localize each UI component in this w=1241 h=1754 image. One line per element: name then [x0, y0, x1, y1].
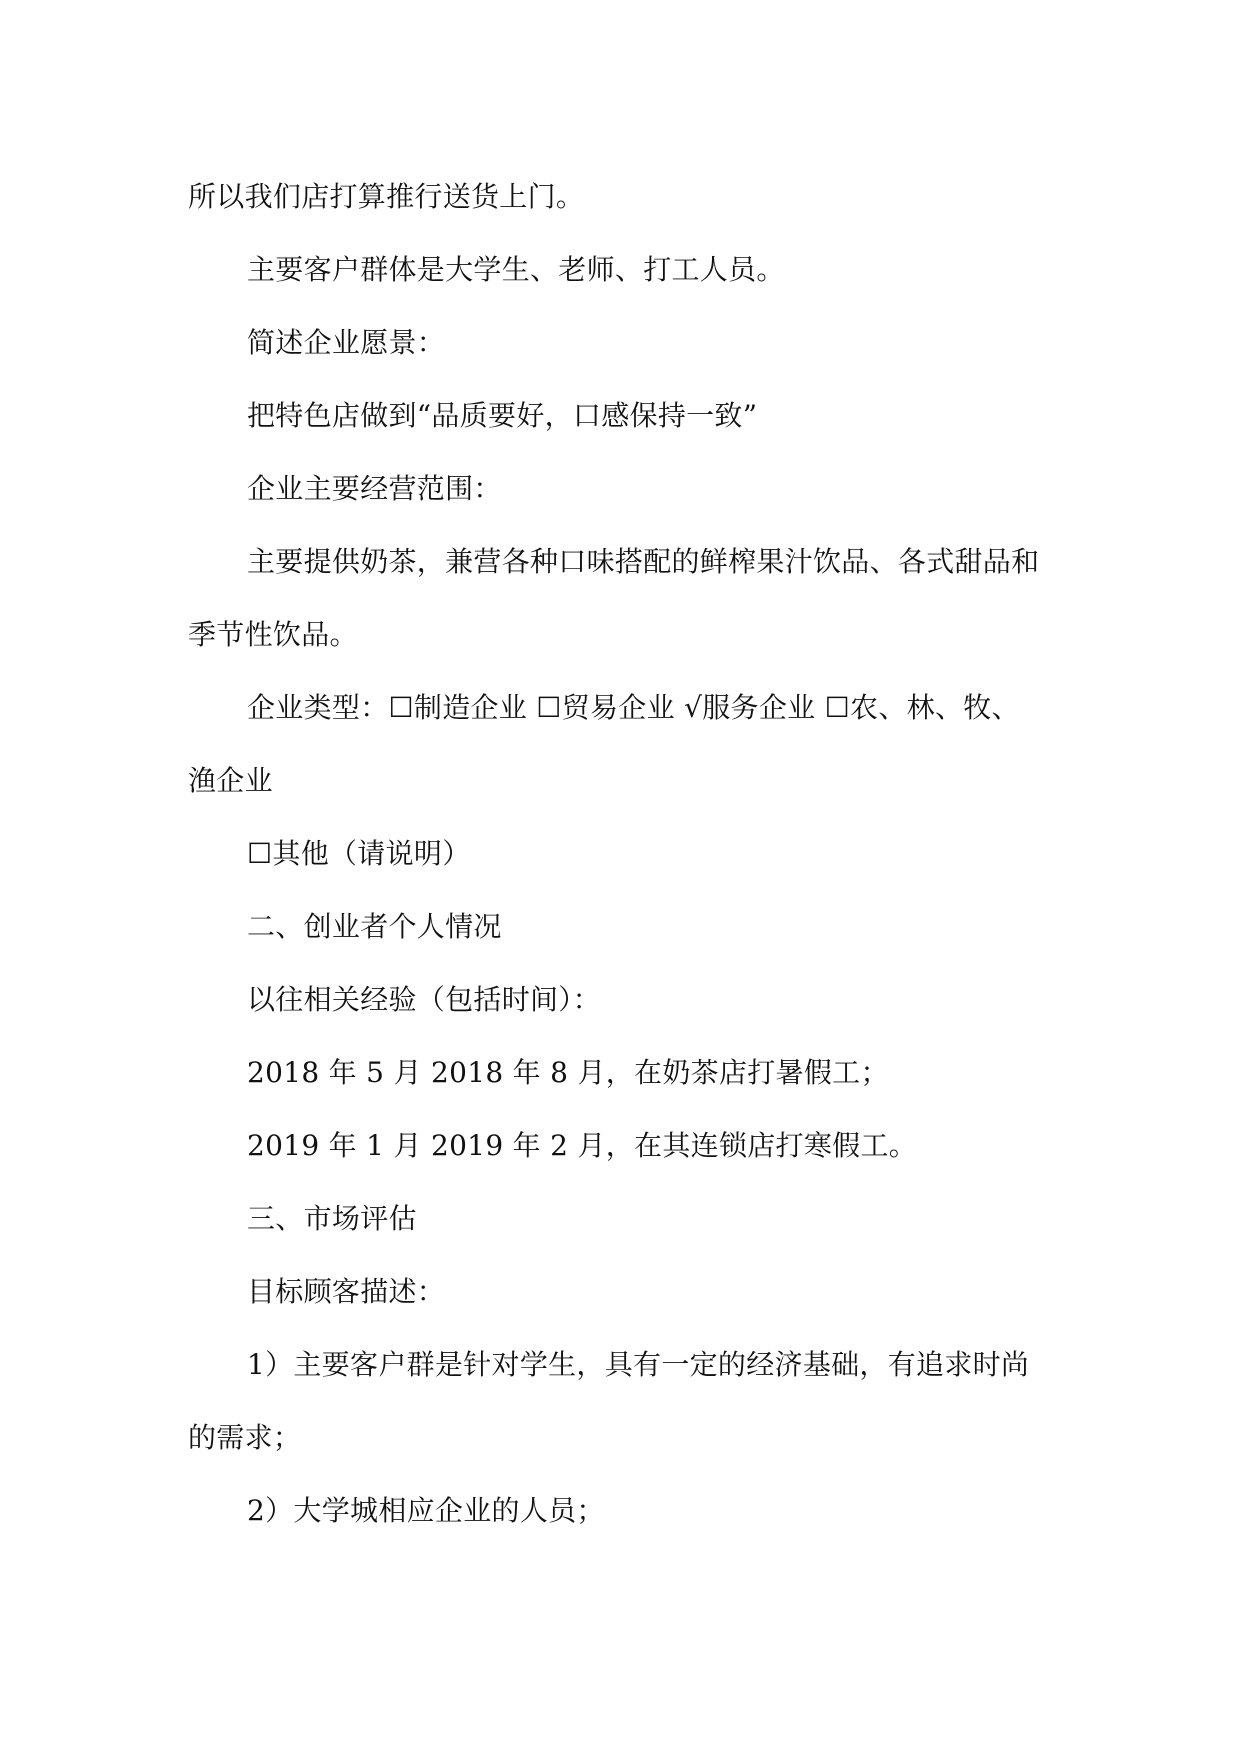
text-line-business-scope-continuation: 季节性饮品。	[188, 618, 358, 651]
text-line-other-option: ☐其他（请说明）	[247, 837, 471, 870]
text-line-target-customers-1: 1）主要客户群是针对学生，具有一定的经济基础，有追求时尚	[247, 1348, 1030, 1381]
text-line-enterprise-type-continuation: 渔企业	[188, 764, 273, 797]
text-line-experience-heading: 以往相关经验（包括时间）：	[247, 983, 601, 1016]
text-line-business-scope-heading: 企业主要经营范围：	[247, 472, 502, 505]
text-line-main-customers: 主要客户群体是大学生、老师、打工人员。	[247, 253, 785, 286]
text-line-target-customers-2: 2）大学城相应企业的人员；	[247, 1494, 605, 1527]
section-heading-market: 三、市场评估	[247, 1202, 417, 1235]
text-line-vision-text: 把特色店做到“品质要好，口感保持一致”	[247, 399, 758, 432]
text-line-delivery-plan: 所以我们店打算推行送货上门。	[188, 180, 585, 213]
text-line-enterprise-type: 企业类型：☐制造企业 ☐贸易企业 √服务企业 ☐农、林、牧、	[247, 691, 1020, 724]
section-heading-founder: 二、创业者个人情况	[247, 910, 502, 943]
text-line-target-customers-1-continuation: 的需求；	[188, 1421, 302, 1454]
text-line-target-customers-heading: 目标顾客描述：	[247, 1275, 446, 1308]
text-line-vision-heading: 简述企业愿景：	[247, 326, 446, 359]
text-line-experience-2: 2019 年 1 月 2019 年 2 月，在其连锁店打寒假工。	[247, 1129, 918, 1162]
text-line-business-scope-text: 主要提供奶茶，兼营各种口味搭配的鲜榨果汁饮品、各式甜品和	[247, 545, 1040, 578]
text-line-experience-1: 2018 年 5 月 2018 年 8 月，在奶茶店打暑假工；	[247, 1056, 889, 1089]
